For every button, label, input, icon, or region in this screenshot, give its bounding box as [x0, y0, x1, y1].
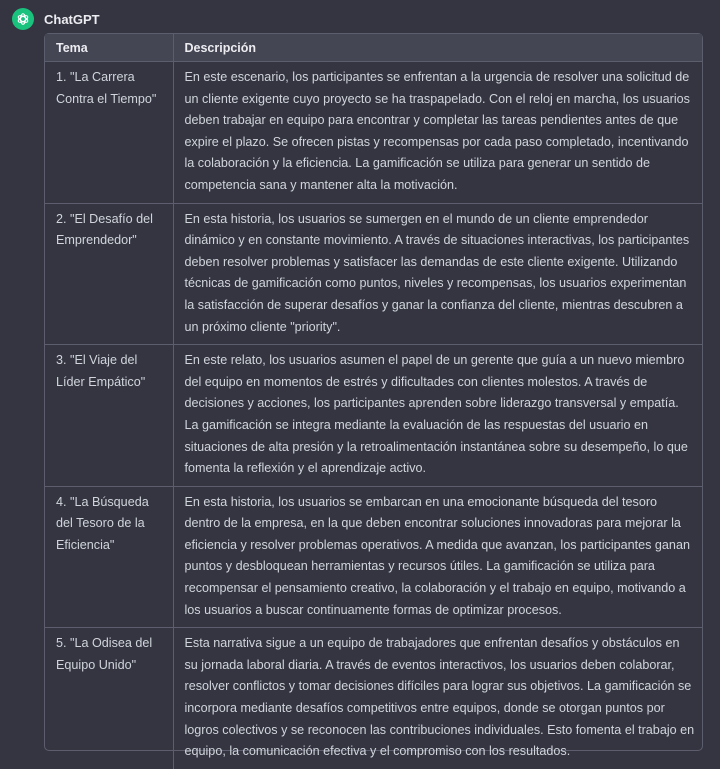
- column-header-tema: Tema: [45, 34, 173, 62]
- message-header: [12, 8, 100, 30]
- column-header-descripcion: Descripción: [173, 34, 702, 62]
- table-header-row: [45, 34, 702, 62]
- row-tema-cell: 3. "El Viaje del Líder Empático": [45, 345, 173, 487]
- topics-table: [44, 33, 703, 759]
- row-tema-cell: 4. "La Búsqueda del Tesoro de la Eficiencia": [45, 486, 173, 628]
- table-row: [45, 628, 702, 769]
- table-row: [45, 345, 702, 487]
- table-row: [45, 203, 702, 345]
- row-tema-cell: 1. "La Carrera Contra el Tiempo": [56, 70, 157, 106]
- row-descripcion-cell: En esta historia, los usuarios se sumergen en el mundo de un cliente emprendedor dinámico y en constante movimiento. A través de situaciones interactivas, los participantes deben resolver problemas y satisfacer las demandas de este cliente exigente. Utilizando técnicas de gamificación como puntos, niveles y recompensas, los usuarios experimentan la satisfacción de superar desafíos y ganar la confianza del cliente, mientras descubren a un próximo cliente "priority".: [173, 203, 702, 345]
- openai-logo-icon: [16, 12, 30, 26]
- row-descripcion-cell: En esta historia, los usuarios se embarcan en una emocionante búsqueda del tesoro dentro de la empresa, en la que deben encontrar soluciones innovadoras para mejorar la eficiencia y resolver problemas operativos. A medida que avanzan, los participantes ganan puntos y desbloquean herramientas y recursos útiles. La gamificación se utiliza para recompensar el pensamiento creativo, la colaboración y el trabajo en equipo, motivando a los usuarios a buscar continuamente formas de optimizar procesos.: [173, 486, 702, 628]
- table-row: [45, 486, 702, 628]
- row-descripcion-cell: En este escenario, los participantes se enfrentan a la urgencia de resolver una solicitud de un cliente exigente cuyo proyecto se ha traspapelado. Con el reloj en marcha, los usuarios deben trabajar en equipo para encontrar y completar las tareas pendientes antes de que expire el plazo. Se ofrecen pistas y recompensas por cada paso completado, incentivando la colaboración y la eficiencia. La gamificación se utiliza para generar un sentido de competencia sana y mantener alta la motivación.: [173, 62, 702, 204]
- row-descripcion-cell: En este relato, los usuarios asumen el papel de un gerente que guía a un nuevo miembro del equipo en momentos de estrés y dificultades con clientes molestos. A través de decisiones y acciones, los participantes aprenden sobre liderazgo transversal y empatía. La gamificación se integra mediante la evaluación de las respuestas del usuario en situaciones de alta presión y la retroalimentación instantánea sobre su desempeño, lo que fomenta la reflexión y el aprendizaje activo.: [173, 345, 702, 487]
- row-descripcion-cell: Esta narrativa sigue a un equipo de trabajadores que enfrentan desafíos y obstáculos en su jornada laboral diaria. A través de eventos interactivos, los usuarios deben colaborar, resolver conflictos y tomar decisiones difíciles para lograr sus objetivos. La gamificación se incorpora mediante desafíos competitivos entre equipos, donde se otorgan puntos por logros colectivos y se reconocen las contribuciones individuales. Esto fomenta el trabajo en equipo, la comunicación efectiva y el compromiso con los resultados.: [173, 628, 702, 769]
- row-tema-cell: 2. "El Desafío del Emprendedor": [45, 203, 173, 345]
- table-row: [45, 62, 702, 204]
- row-tema-cell: 5. "La Odisea del Equipo Unido": [45, 628, 173, 769]
- sender-name: ChatGPT: [44, 11, 100, 27]
- chatgpt-avatar: [12, 8, 34, 30]
